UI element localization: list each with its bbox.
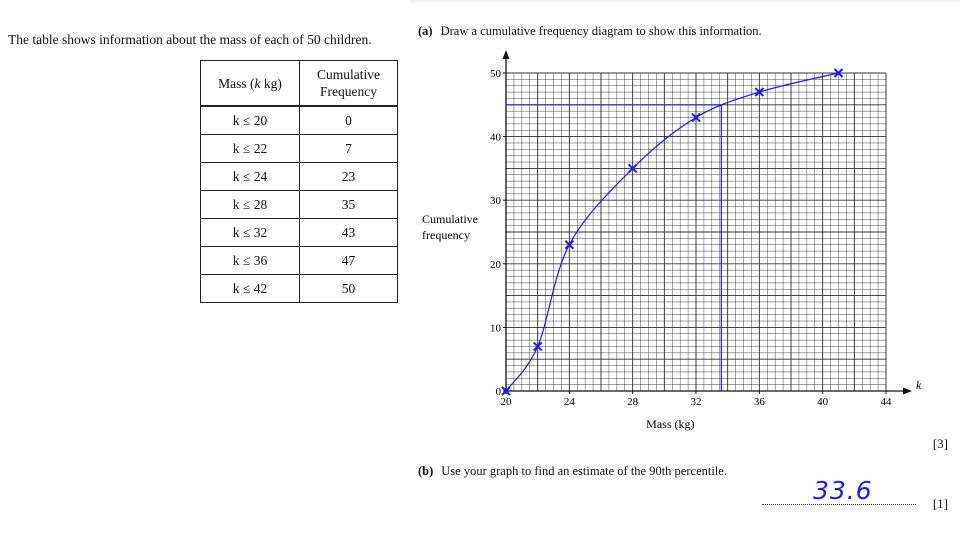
x-tick-label: 44 <box>880 396 892 408</box>
y-tick-label: 10 <box>490 322 501 335</box>
y-axis-label: frequency <box>422 228 470 242</box>
part-b-label: (b) <box>418 464 434 478</box>
y-tick-label: 20 <box>490 258 501 271</box>
handwritten-answer: 33.6 <box>813 476 873 505</box>
x-tick-label: 20 <box>500 396 512 408</box>
y-axis-arrow <box>503 50 510 59</box>
x-tick-label: 32 <box>690 396 702 408</box>
part-a-text: Draw a cumulative frequency diagram to show this information. <box>440 24 762 38</box>
x-axis-arrow <box>903 388 912 395</box>
header-mass: Mass (k kg) <box>201 61 300 107</box>
mass-cell: k ≤ 28 <box>201 191 300 219</box>
tick-labels <box>490 68 892 408</box>
x-axis-variable: k <box>916 378 922 392</box>
part-b-text: Use your graph to find an estimate of the 90th percentile. <box>441 464 727 478</box>
y-tick-label: 30 <box>490 195 501 208</box>
axes <box>503 50 913 395</box>
cf-cell: 0 <box>300 106 398 135</box>
mass-cell: k ≤ 22 <box>201 135 300 163</box>
y-tick-label: 50 <box>490 68 501 80</box>
cf-cell: 47 <box>300 247 398 275</box>
mass-cell: k ≤ 24 <box>201 163 300 191</box>
mass-cell: k ≤ 42 <box>201 275 300 303</box>
cf-cell: 43 <box>300 219 398 247</box>
mass-cell: k ≤ 32 <box>201 219 300 247</box>
part-b-question <box>418 464 727 479</box>
intro-text: The table shows information about the mass of each of 50 children. <box>8 32 372 47</box>
x-tick-label: 24 <box>563 396 575 408</box>
x-tick-label: 36 <box>753 396 765 408</box>
x-tick-label: 28 <box>627 396 639 408</box>
header-cumulative-frequency: Cumulative Frequency <box>300 61 398 107</box>
part-a-label: (a) <box>418 24 433 38</box>
part-b-marks: [1] <box>932 496 948 511</box>
cf-cell: 35 <box>300 191 398 219</box>
part-a-marks: [3] <box>932 436 948 451</box>
mass-cell: k ≤ 20 <box>201 106 300 135</box>
cf-cell: 7 <box>300 135 398 163</box>
y-tick-label: 40 <box>490 131 501 144</box>
cf-cell: 23 <box>300 163 398 191</box>
major-grid <box>506 73 886 391</box>
cf-cell: 50 <box>300 275 398 303</box>
y-tick-label: 0 <box>495 386 501 398</box>
x-tick-label: 40 <box>817 396 829 408</box>
y-axis-label: Cumulative <box>422 212 478 226</box>
mass-cell: k ≤ 36 <box>201 247 300 275</box>
x-axis-label: Mass (kg) <box>646 417 695 431</box>
